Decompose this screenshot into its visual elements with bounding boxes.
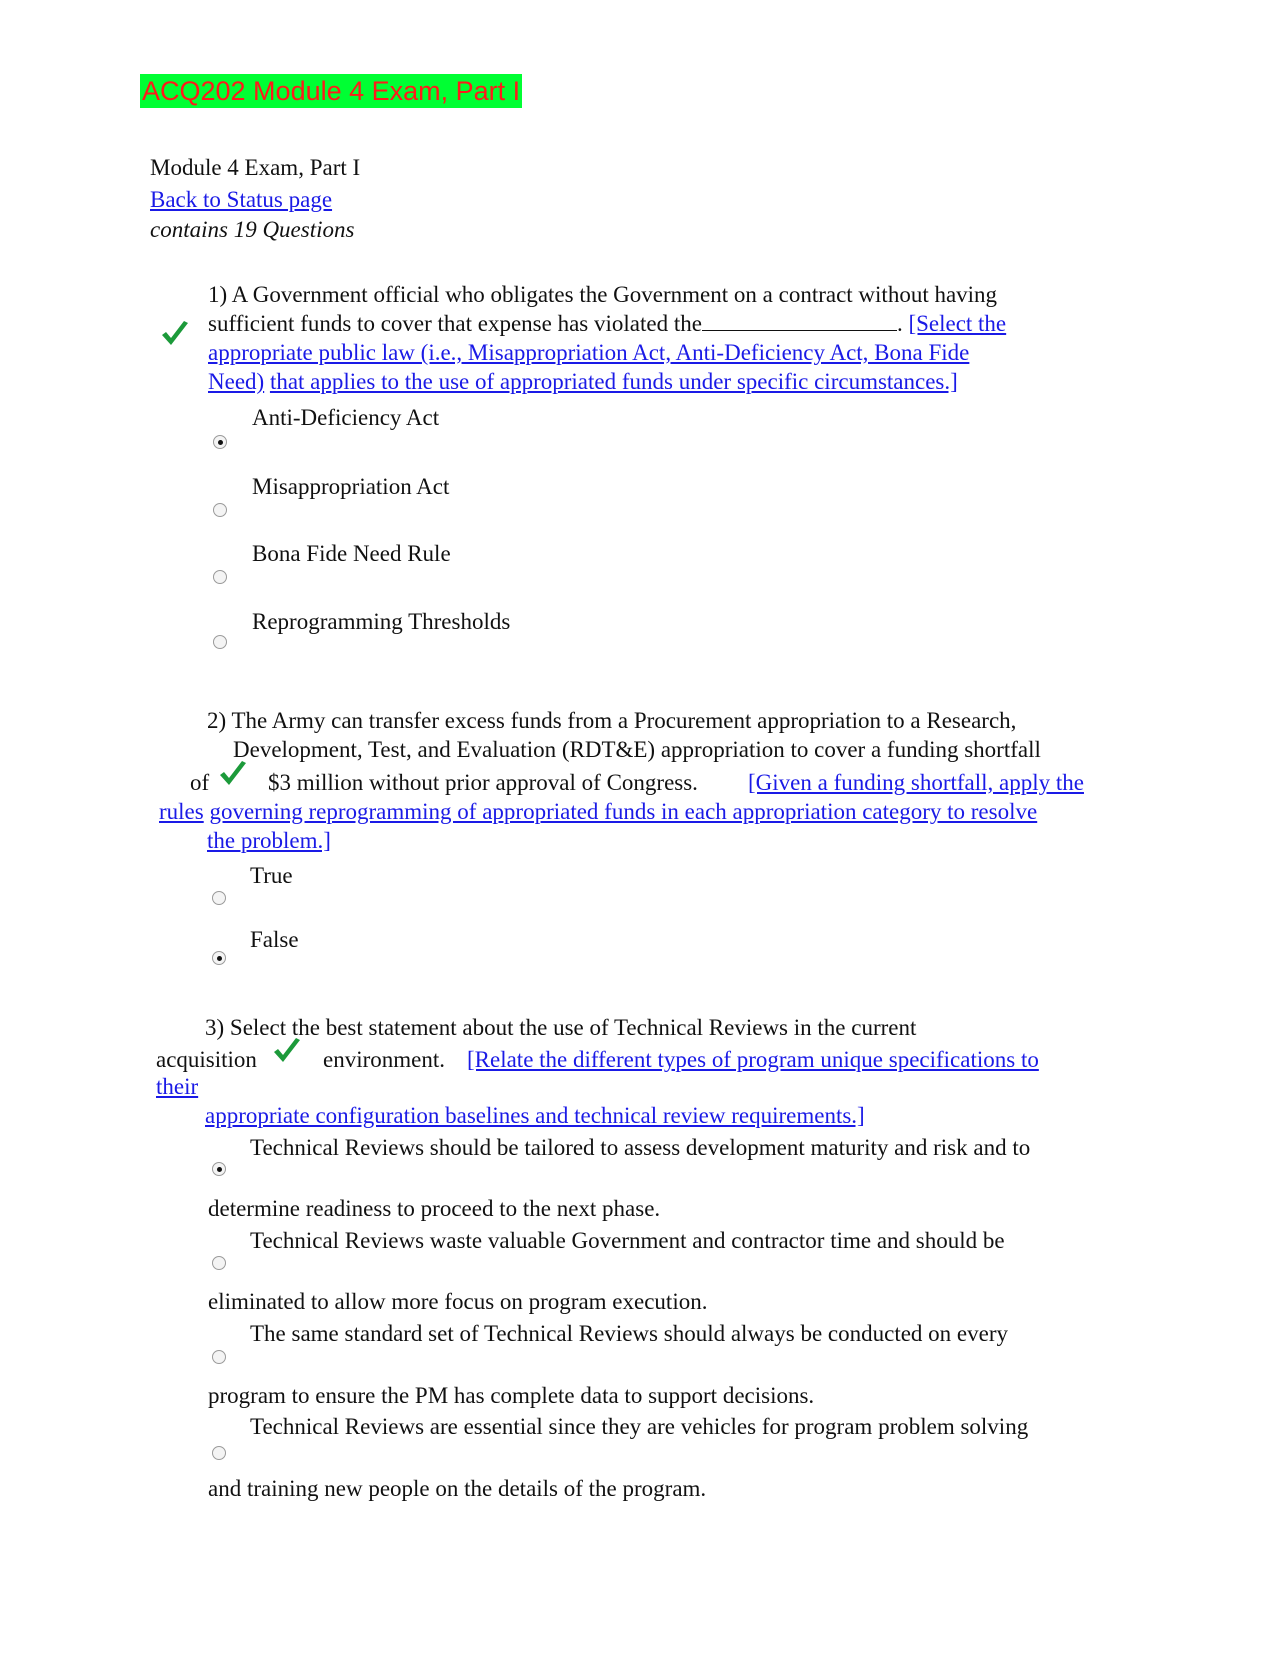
q3-option-radio-4[interactable] (212, 1446, 226, 1460)
q3-text-environment: environment. (323, 1047, 445, 1072)
q3-option-2-line2: eliminated to allow more focus on program execution. (208, 1289, 708, 1314)
q2-objective-link-line4 (159, 797, 1037, 826)
q3-option-4-line2: and training new people on the details of the program. (208, 1476, 707, 1501)
q2-objective-link-governing[interactable]: governing reprogramming of appropriated funds in each appropriation category to resolve (209, 799, 1038, 824)
q1-text-line2: sufficient funds to cover that expense has violated the . [Select the (208, 311, 1007, 336)
q1-text-line1: 1) A Government official who obligates the Government on a contract without having (208, 282, 998, 307)
q2-option-label-2: False (250, 927, 299, 952)
q1-option-radio-3[interactable] (213, 570, 227, 584)
q2-text-line1: 2) The Army can transfer excess funds from a Procurement appropriation to a Research, (207, 708, 1017, 733)
q3-option-4-line1: Technical Reviews are essential since they are vehicles for program problem solving (250, 1414, 1029, 1439)
q3-option-radio-2[interactable] (212, 1256, 226, 1270)
question-count: contains 19 Questions (150, 217, 355, 242)
q2-text-of: of (190, 770, 210, 795)
q1-objective-link[interactable]: [Select the (908, 311, 1007, 336)
q2-objective-link-rules[interactable]: rules (159, 799, 204, 824)
back-to-status-link[interactable]: Back to Status page (150, 187, 333, 212)
q2-objective-link[interactable]: [Given a funding shortfall, apply the (748, 770, 1084, 795)
q3-objective-link-line4[interactable]: appropriate configuration baselines and technical review requirements.] (205, 1103, 865, 1128)
q1-objective-link-part-b[interactable]: that applies to the use of appropriated funds under specific circumstances.] (269, 369, 958, 394)
answer-blank (702, 310, 897, 331)
q1-objective-link-line3 (208, 367, 958, 396)
q2-option-label-1: True (250, 863, 293, 888)
q3-option-2-line1: Technical Reviews waste valuable Government and contractor time and should be (250, 1228, 1005, 1253)
q3-option-1-line1: Technical Reviews should be tailored to assess development maturity and risk and to (250, 1135, 1031, 1160)
q1-option-label-3: Bona Fide Need Rule (252, 541, 451, 566)
q1-option-label-4: Reprogramming Thresholds (252, 609, 511, 634)
q2-option-radio-false[interactable] (212, 951, 226, 965)
q3-option-1-line2: determine readiness to proceed to the next phase. (208, 1196, 661, 1221)
q3-option-radio-1[interactable] (212, 1162, 226, 1176)
checkmark-icon (272, 1037, 302, 1065)
q1-option-radio-2[interactable] (213, 503, 227, 517)
q1-objective-link-part-a[interactable]: Need) (208, 369, 265, 394)
q3-objective-link-line3[interactable]: their (156, 1074, 199, 1099)
exam-banner-title: ACQ202 Module 4 Exam, Part I (142, 76, 521, 106)
q1-option-label-2: Misappropriation Act (252, 474, 450, 499)
q3-text-acquisition: acquisition (156, 1047, 257, 1072)
checkmark-icon (160, 320, 190, 348)
q1-option-radio-1[interactable] (213, 435, 227, 449)
q1-option-label-1: Anti-Deficiency Act (252, 405, 440, 430)
exam-title: Module 4 Exam, Part I (150, 155, 361, 180)
q2-objective-link-line5[interactable]: the problem.] (207, 828, 331, 853)
q2-text-line3: $3 million without prior approval of Congress. (268, 770, 698, 795)
q3-option-radio-3[interactable] (212, 1350, 226, 1364)
q3-option-3-line1: The same standard set of Technical Reviews should always be conducted on every (250, 1321, 1009, 1346)
q1-objective-link-line2[interactable]: appropriate public law (i.e., Misappropriation Act, Anti-Deficiency Act, Bona Fide (208, 340, 970, 365)
q3-text-line1: 3) Select the best statement about the use of Technical Reviews in the current (205, 1015, 917, 1040)
q3-option-3-line2: program to ensure the PM has complete data to support decisions. (208, 1383, 815, 1408)
q2-option-radio-true[interactable] (212, 891, 226, 905)
q1-option-radio-4[interactable] (213, 635, 227, 649)
q2-text-line2: Development, Test, and Evaluation (RDT&E) appropriation to cover a funding shortfall (233, 737, 1041, 762)
checkmark-icon (218, 760, 248, 788)
q3-objective-link[interactable]: [Relate the different types of program unique specifications to (467, 1047, 1039, 1072)
